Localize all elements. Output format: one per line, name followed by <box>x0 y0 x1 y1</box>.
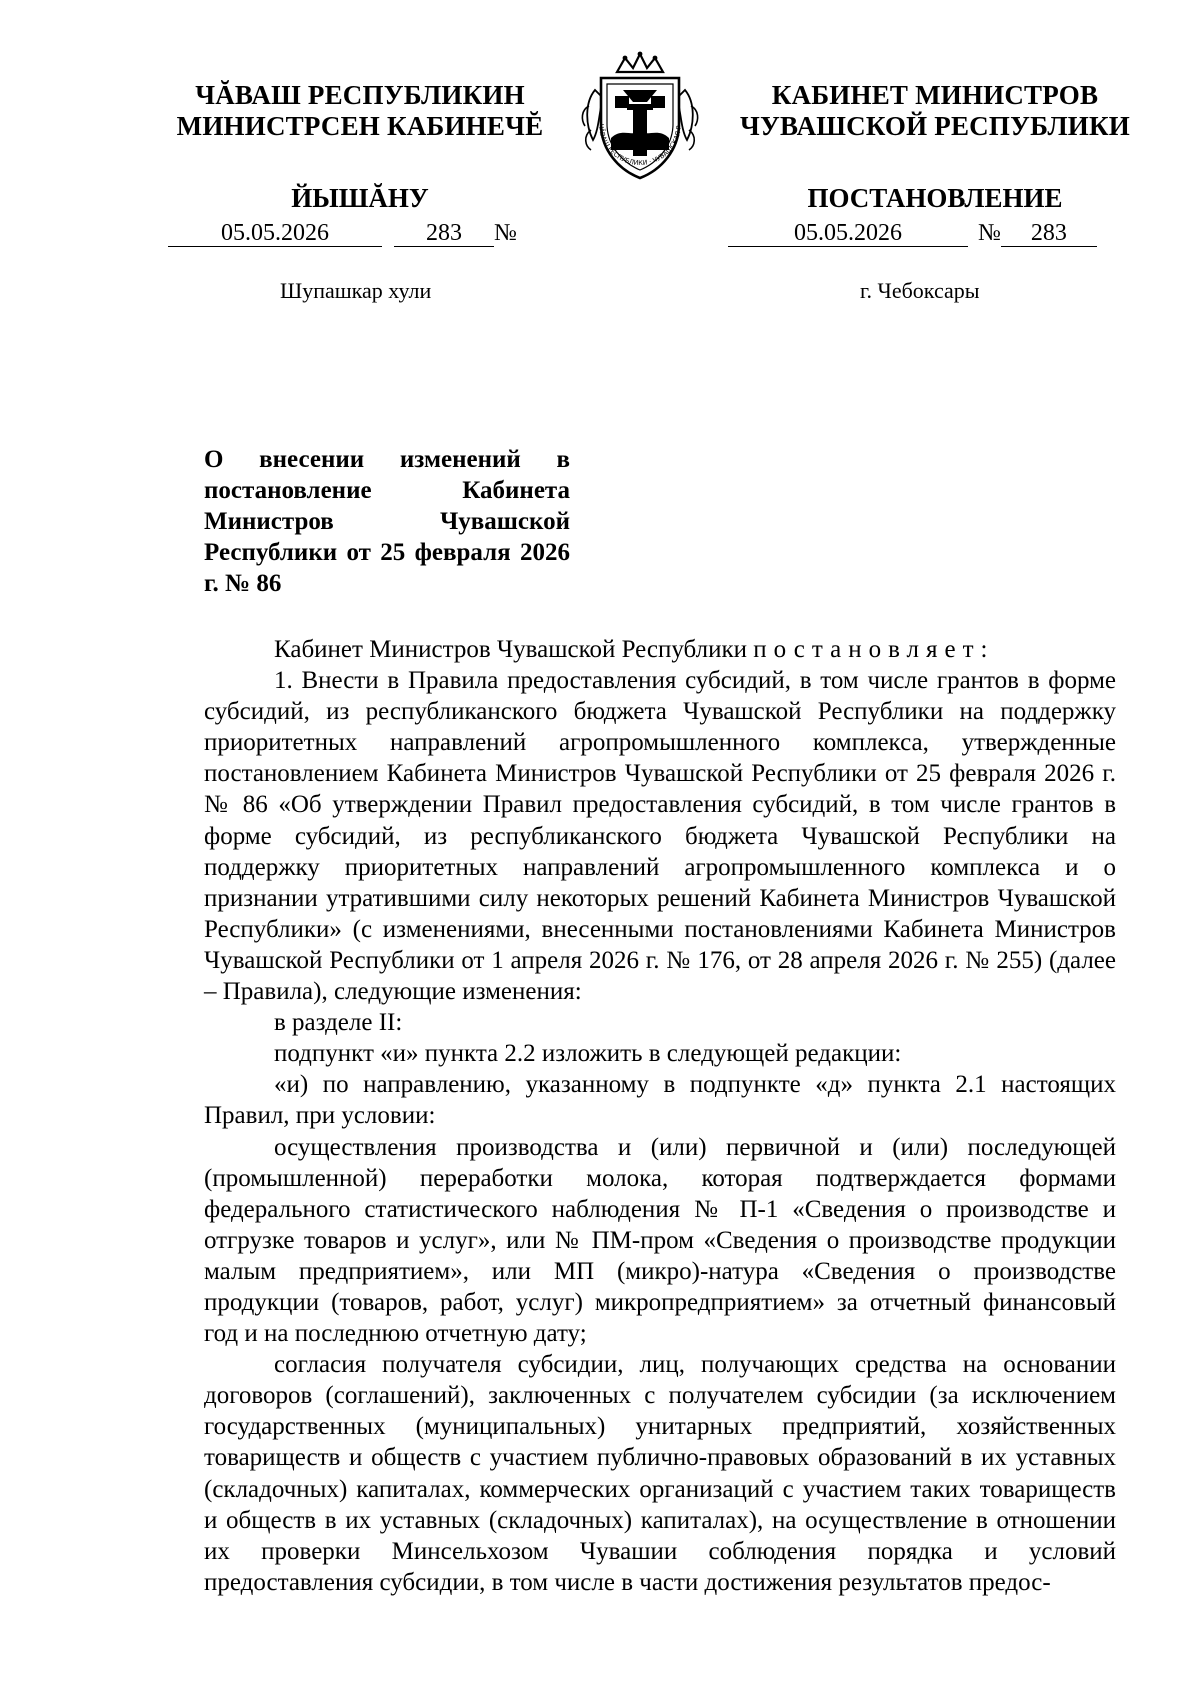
body-paragraph: в разделе II: <box>274 1009 403 1037</box>
left-org-line1: ЧĂВАШ РЕСПУБЛИКИН <box>195 80 525 110</box>
left-org-line2: МИНИСТРСЕН КАБИНЕЧĔ <box>176 111 544 141</box>
document-body <box>204 634 1116 1598</box>
right-doc-type: ПОСТАНОВЛЕНИЕ <box>807 183 1063 213</box>
right-number-sign: № <box>978 220 1001 246</box>
right-org-line1: КАБИНЕТ МИНИСТРОВ <box>771 80 1099 110</box>
opening-spaced: постановляет: <box>753 636 995 663</box>
left-date-field: 05.05.2026 <box>168 218 382 247</box>
left-dateline <box>168 218 517 248</box>
right-city: г. Чебоксары <box>860 278 980 303</box>
coat-of-arms-icon <box>575 50 705 186</box>
body-paragraph: подпункт «и» пункта 2.2 изложить в следующей редакции: <box>274 1040 902 1068</box>
body-paragraph: согласия получателя субсидии, лиц, получающих средства на основании договоров (соглашений), заключенных с получателем субсидии (за исключением государственных (муниципальных) унитарных предприятий, хозяйственных товариществ и обществ с участием публично-правовых образований в их уставных (складочных) капиталах, коммерческих организаций с участием таких товариществ и обществ в их уставных (складочных) капиталах), на осуществление в отношении их проверки Минсельхозом Чувашии соблюдения порядка и условий предоставления субсидии, в том числе в части достижения результатов предос- <box>204 1351 1116 1596</box>
left-city: Шупашкар хули <box>280 278 432 303</box>
body-paragraph: 1. Внести в Правила предоставления субсидий, в том числе грантов в форме субсидий, из республиканского бюджета Чувашской Республики на поддержку приоритетных направлений агропромышленного комплекса, утвержденные постановлением Кабинета Министров Чувашской Республики от 25 февраля 2026 г. № 86 «Об утверждении Правил предоставления субсидий, в том числе грантов в форме субсидий, из республиканского бюджета Чувашской Республики на поддержку приоритетных направлений агропромышленного комплекса и о признании утратившими силу некоторых решений Кабинета Министров Чувашской Республики» (с изменениями, внесенными постановлениями Кабинета Министров Чувашской Республики от 1 апреля 2026 г. № 176, от 28 апреля 2026 г. № 255) (далее – Правила), следующие изменения: <box>204 667 1116 1006</box>
document-subject: О внесении изменений в постановление Кабинета Министров Чувашской Республики от 25 февраля 2026 г. № 86 <box>204 446 570 597</box>
right-dateline <box>728 218 1097 248</box>
opening-line <box>204 634 1116 665</box>
emblem-ring-text: ЧĂВАШ РЕСПУБЛИКИ · ЧУВАШСКАЯ Р <box>596 123 683 168</box>
right-date-field: 05.05.2026 <box>728 218 968 247</box>
body-paragraph: осуществления производства и (или) первичной и (или) последующей (промышленной) переработки молока, которая подтверждается формами федерального статистического наблюдения № П-1 «Сведения о производстве и отгрузке товаров и услуг», или № ПМ-пром «Сведения о производстве продукции малым предприятием», или МП (микро)-натура «Сведения о производстве продукции (товаров, работ, услуг) микропредприятием» за отчетный финансовый год и на последнюю отчетную дату; <box>204 1133 1116 1348</box>
right-org-line2: ЧУВАШСКОЙ РЕСПУБЛИКИ <box>740 111 1130 141</box>
body-paragraph: «и) по направлению, указанному в подпункте «д» пункта 2.1 настоящих Правил, при условии: <box>204 1071 1116 1130</box>
left-doc-type: ЙЫШĂНУ <box>291 183 429 213</box>
header-right <box>715 80 1155 214</box>
opening-text: Кабинет Министров Чувашской Республики <box>274 636 754 663</box>
right-number-field: 283 <box>1001 218 1097 247</box>
left-number-field: 283 <box>394 218 494 247</box>
header-left <box>160 80 560 214</box>
left-number-sign: № <box>494 220 517 246</box>
